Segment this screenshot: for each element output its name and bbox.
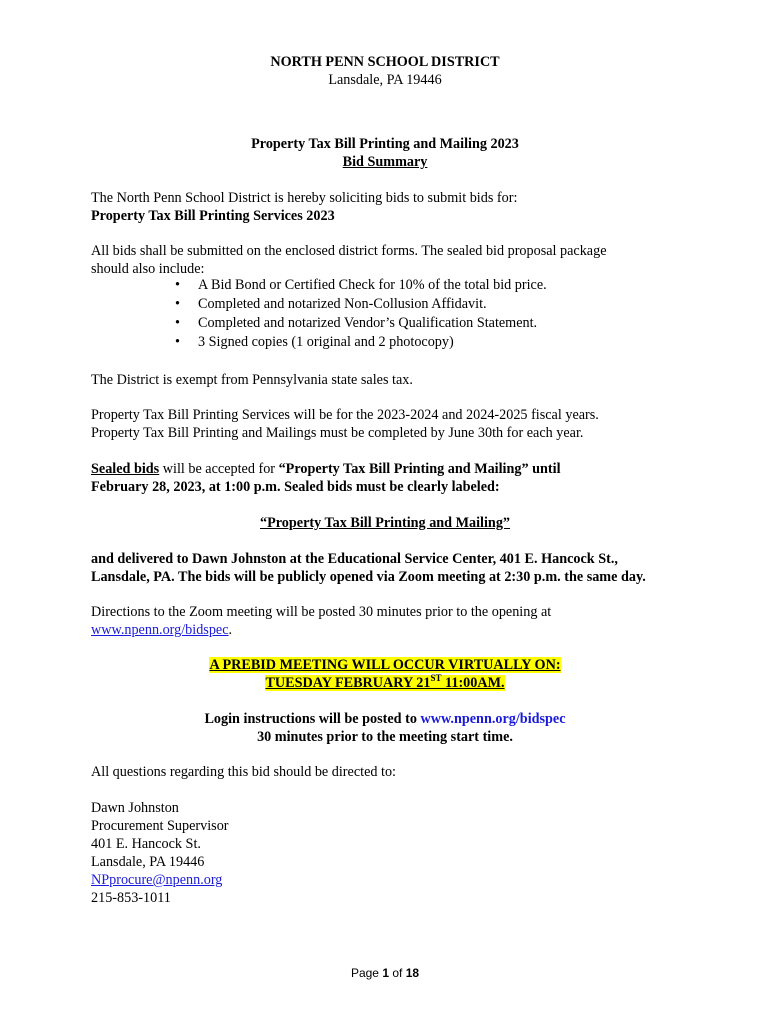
- contact-email-line: [91, 871, 710, 889]
- document-subtitle: Bid Summary: [342, 154, 428, 170]
- login-link[interactable]: www.npenn.org/bidspec: [420, 711, 566, 727]
- district-city: Lansdale, PA 19446: [328, 72, 442, 88]
- zoom-directions-text: Directions to the Zoom meeting will be posted 30 minutes prior to the opening at: [91, 604, 552, 620]
- list-item: [175, 333, 547, 352]
- delivery-line1: and delivered to Dawn Johnston at the Educational Service Center, 401 E. Hancock St.,: [91, 551, 618, 567]
- intro-service-name: Property Tax Bill Printing Services 2023: [91, 208, 335, 224]
- bid-label-text: “Property Tax Bill Printing and Mailing”: [259, 515, 511, 531]
- list-item-text: 3 Signed copies (1 original and 2 photocopy): [198, 334, 454, 350]
- zoom-directions-link-line: [91, 621, 710, 639]
- contact-phone: 215-853-1011: [91, 890, 171, 906]
- page-total: 18: [405, 966, 420, 980]
- intro-text: The North Penn School District is hereby soliciting bids to submit bids for:: [91, 190, 518, 206]
- prebid-datetime: [265, 675, 504, 691]
- bullet-icon: •: [175, 315, 180, 331]
- fiscal-text-line2: Property Tax Bill Printing and Mailings must be completed by June 30th for each year.: [91, 425, 584, 441]
- list-item: [175, 295, 547, 314]
- sealed-bids-line2: February 28, 2023, at 1:00 p.m. Sealed bids must be clearly labeled:: [91, 479, 500, 495]
- sealed-bids-line1: [91, 460, 710, 478]
- prebid-date-suffix: ST: [430, 673, 442, 683]
- requirements-list: [175, 276, 547, 352]
- bullet-icon: •: [175, 334, 180, 350]
- bidspec-link[interactable]: www.npenn.org/bidspec: [91, 622, 229, 638]
- list-item-text: A Bid Bond or Certified Check for 10% of the total bid price.: [198, 277, 547, 293]
- page-word: Page: [350, 966, 383, 980]
- page-number: 1: [382, 966, 389, 980]
- sealed-bids-text: will be accepted for: [159, 461, 279, 477]
- contact-city: Lansdale, PA 19446: [91, 854, 205, 870]
- login-line2: 30 minutes prior to the meeting start time.: [257, 729, 513, 745]
- sealed-bids-title: “Property Tax Bill Printing and Mailing” until: [278, 461, 561, 477]
- page-footer: [0, 966, 770, 980]
- delivery-line2: Lansdale, PA. The bids will be publicly opened via Zoom meeting at 2:30 p.m. the same day.: [91, 569, 646, 585]
- login-line1: [0, 710, 770, 728]
- forms-text-line2: should also include:: [91, 261, 205, 277]
- prebid-time: 11:00AM.: [441, 675, 505, 691]
- prebid-date: TUESDAY FEBRUARY 21: [265, 675, 431, 691]
- forms-text-line1: All bids shall be submitted on the enclosed district forms. The sealed bid proposal package: [91, 243, 607, 259]
- login-text: Login instructions will be posted to: [204, 711, 421, 727]
- of-word: of: [389, 966, 406, 980]
- list-item: [175, 276, 547, 295]
- contact-title: Procurement Supervisor: [91, 818, 229, 834]
- sealed-bids-label: Sealed bids: [91, 461, 160, 477]
- list-item: [175, 314, 547, 333]
- contact-name: Dawn Johnston: [91, 800, 179, 816]
- period: .: [228, 622, 233, 638]
- tax-exempt-text: The District is exempt from Pennsylvania state sales tax.: [91, 372, 413, 388]
- questions-text: All questions regarding this bid should be directed to:: [91, 764, 396, 780]
- bullet-icon: •: [175, 296, 180, 312]
- fiscal-text-line1: Property Tax Bill Printing Services will be for the 2023-2024 and 2024-2025 fiscal years.: [91, 407, 599, 423]
- district-name: NORTH PENN SCHOOL DISTRICT: [270, 54, 500, 70]
- prebid-line2: [0, 674, 770, 692]
- list-item-text: Completed and notarized Vendor’s Qualification Statement.: [198, 315, 538, 331]
- list-item-text: Completed and notarized Non-Collusion Affidavit.: [198, 296, 487, 312]
- contact-email-link[interactable]: NPprocure@npenn.org: [91, 872, 223, 888]
- bullet-icon: •: [175, 277, 180, 293]
- document-title: Property Tax Bill Printing and Mailing 2023: [251, 136, 519, 152]
- contact-street: 401 E. Hancock St.: [91, 836, 201, 852]
- prebid-line1: [0, 656, 770, 674]
- prebid-heading: A PREBID MEETING WILL OCCUR VIRTUALLY ON:: [209, 657, 561, 673]
